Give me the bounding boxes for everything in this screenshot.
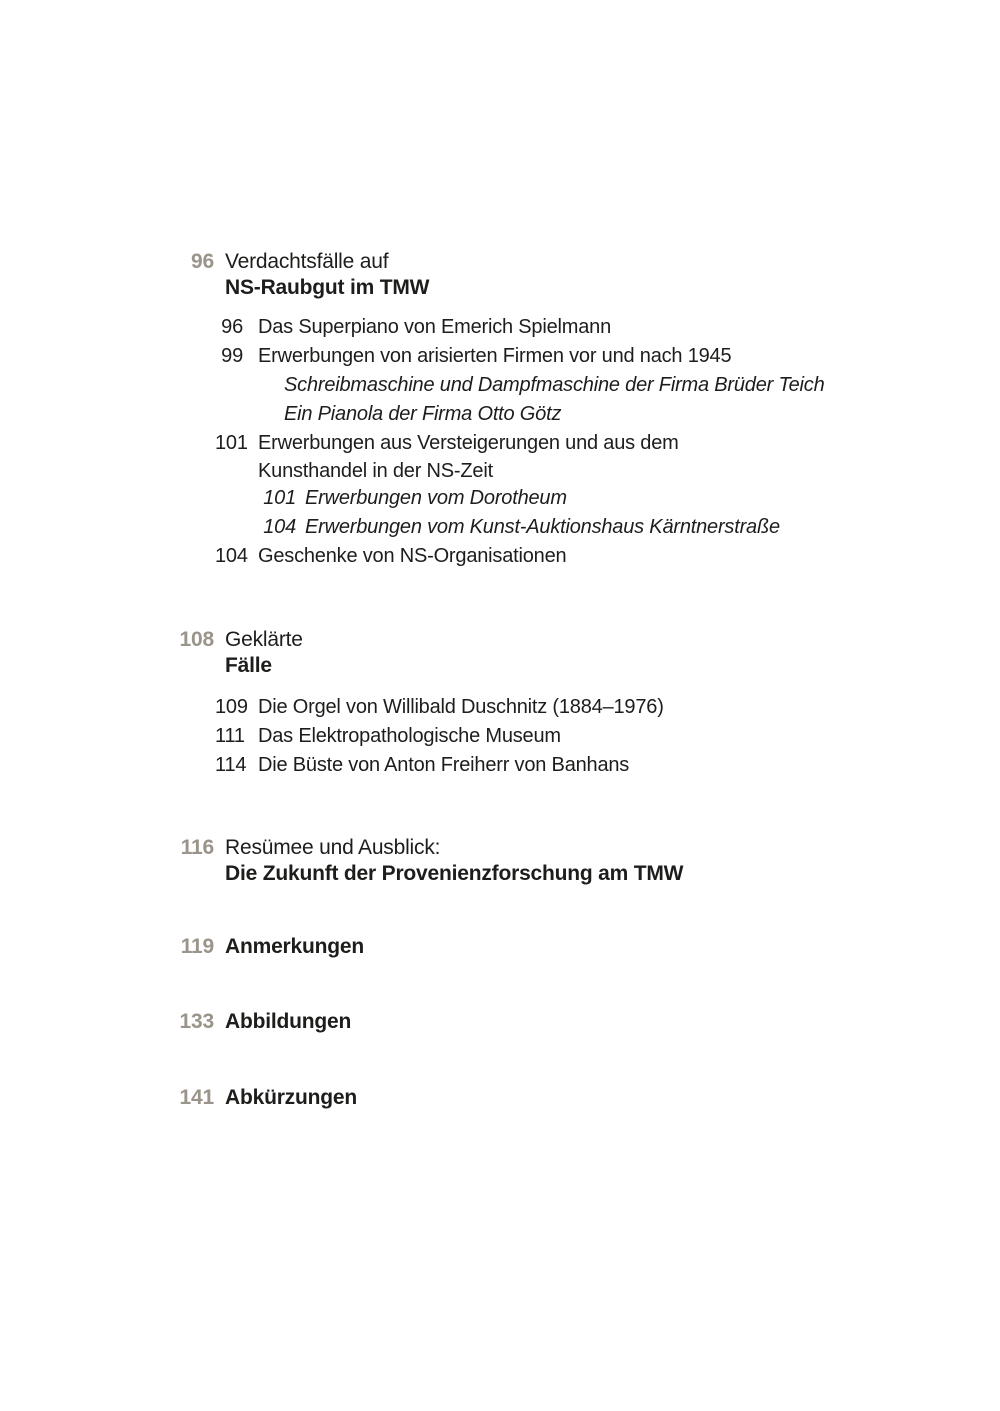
entry-page-number: 104 — [263, 516, 296, 538]
section-page-number: 116 — [180, 836, 214, 859]
entry-text: Schreibmaschine und Dampfmaschine der Firma Brüder Teich — [284, 374, 825, 396]
toc-section — [161, 1009, 881, 1035]
section-title — [225, 249, 429, 301]
toc-section — [161, 934, 881, 960]
section-title-line1: Geklärte — [225, 628, 303, 651]
entry-page-number: 104 — [215, 545, 248, 567]
toc-entry-italic — [284, 371, 881, 400]
entry-text-line2: Kunsthandel in der NS-Zeit — [258, 460, 493, 482]
section-title-line1: Resümee und Ausblick: — [225, 836, 441, 859]
entry-text: Erwerbungen vom Dorotheum — [305, 487, 567, 509]
entry-page-number: 101 — [215, 432, 248, 454]
entry-page-number: 96 — [221, 316, 243, 338]
section-title — [225, 934, 364, 960]
section-title-line2: Fälle — [225, 654, 272, 677]
section-page-number: 119 — [180, 935, 214, 958]
entry-text: Die Orgel von Willibald Duschnitz (1884–1976) — [258, 696, 664, 718]
toc-entry-italic — [263, 484, 881, 513]
section-title-line1: Verdachtsfälle auf — [225, 250, 389, 273]
section-page-number: 96 — [191, 250, 214, 273]
toc-entry — [215, 542, 881, 571]
toc-entry-italic — [284, 400, 881, 429]
toc-entry — [215, 722, 881, 751]
section-entries — [161, 693, 881, 780]
toc-section — [161, 1085, 881, 1111]
table-of-contents — [161, 0, 881, 1111]
entry-text: Ein Pianola der Firma Otto Götz — [284, 403, 562, 425]
section-page-number: 141 — [179, 1086, 214, 1109]
entry-page-number: 101 — [263, 487, 296, 509]
entry-text: Das Elektropathologische Museum — [258, 725, 561, 747]
toc-section — [161, 249, 881, 301]
entry-text: Geschenke von NS-Organisationen — [258, 545, 567, 567]
toc-section — [161, 835, 881, 887]
entry-text: Das Superpiano von Emerich Spielmann — [258, 316, 611, 338]
toc-entry — [215, 693, 881, 722]
entry-page-number: 99 — [221, 345, 243, 367]
entry-text-line1: Erwerbungen aus Versteigerungen und aus dem — [258, 432, 679, 454]
section-title — [225, 1085, 357, 1111]
toc-entry — [215, 342, 881, 371]
section-title-line2: Abbildungen — [225, 1010, 352, 1033]
section-page-number: 133 — [179, 1010, 214, 1033]
entry-text: Erwerbungen vom Kunst-Auktionshaus Kärntnerstraße — [305, 516, 780, 538]
toc-section — [161, 627, 881, 679]
section-title-line2: Die Zukunft der Provenienzforschung am TMW — [225, 862, 684, 885]
toc-entry-italic — [263, 513, 881, 542]
section-page-number: 108 — [179, 628, 214, 651]
section-title — [225, 1009, 351, 1035]
entry-page-number: 114 — [215, 754, 247, 776]
entry-page-number: 109 — [215, 696, 248, 718]
section-title — [225, 627, 303, 679]
toc-entry — [215, 429, 881, 484]
section-title-line2: Anmerkungen — [225, 935, 364, 958]
entry-text — [258, 429, 679, 484]
toc-entry — [215, 313, 881, 342]
section-title — [225, 835, 683, 887]
entry-text: Die Büste von Anton Freiherr von Banhans — [258, 754, 630, 776]
section-title-line2: NS-Raubgut im TMW — [225, 276, 430, 299]
entry-text: Erwerbungen von arisierten Firmen vor und nach 1945 — [258, 345, 732, 367]
section-title-line2: Abkürzungen — [225, 1086, 357, 1109]
toc-entry — [215, 751, 881, 780]
section-entries — [161, 313, 881, 571]
entry-page-number: 111 — [215, 725, 245, 747]
